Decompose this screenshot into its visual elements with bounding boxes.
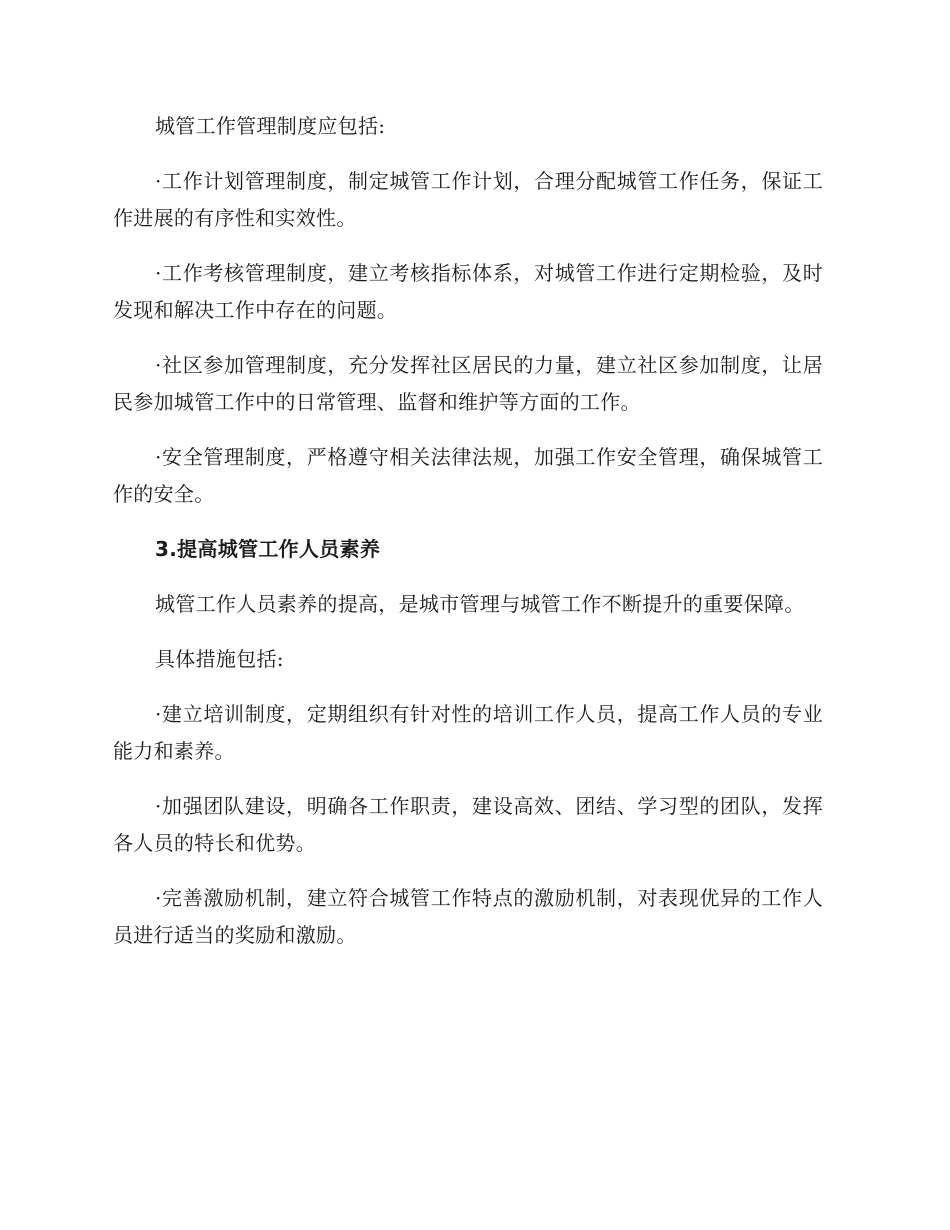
paragraph-work-plan: ·工作计划管理制度，制定城管工作计划，合理分配城管工作任务，保证工作进展的有序性和实效性。 xyxy=(113,169,823,230)
paragraph-work-assessment: ·工作考核管理制度，建立考核指标体系，对城管工作进行定期检验，及时发现和解决工作中存在的问题。 xyxy=(113,261,823,322)
paragraph-measures: 具体措施包括: xyxy=(155,647,284,671)
paragraph-incentive: ·完善激励机制，建立符合城管工作特点的激励机制，对表现优异的工作人员进行适当的奖励和激励。 xyxy=(113,886,823,947)
paragraph-intro: 城管工作管理制度应包括: xyxy=(155,114,386,138)
paragraph-team: ·加强团队建设，明确各工作职责，建设高效、团结、学习型的团队，发挥各人员的特长和优势。 xyxy=(113,794,823,855)
section-heading: 3.提高城管工作人员素养 xyxy=(155,537,381,561)
paragraph-safety: ·安全管理制度，严格遵守相关法律法规，加强工作安全管理，确保城管工作的安全。 xyxy=(113,445,823,506)
paragraph-quality-intro: 城管工作人员素养的提高，是城市管理与城管工作不断提升的重要保障。 xyxy=(155,592,805,616)
paragraph-community: ·社区参加管理制度，充分发挥社区居民的力量，建立社区参加制度，让居民参加城管工作中的日常管理、监督和维护等方面的工作。 xyxy=(113,353,823,414)
paragraph-training: ·建立培训制度，定期组织有针对性的培训工作人员，提高工作人员的专业能力和素养。 xyxy=(113,702,823,763)
document-page xyxy=(113,108,823,972)
